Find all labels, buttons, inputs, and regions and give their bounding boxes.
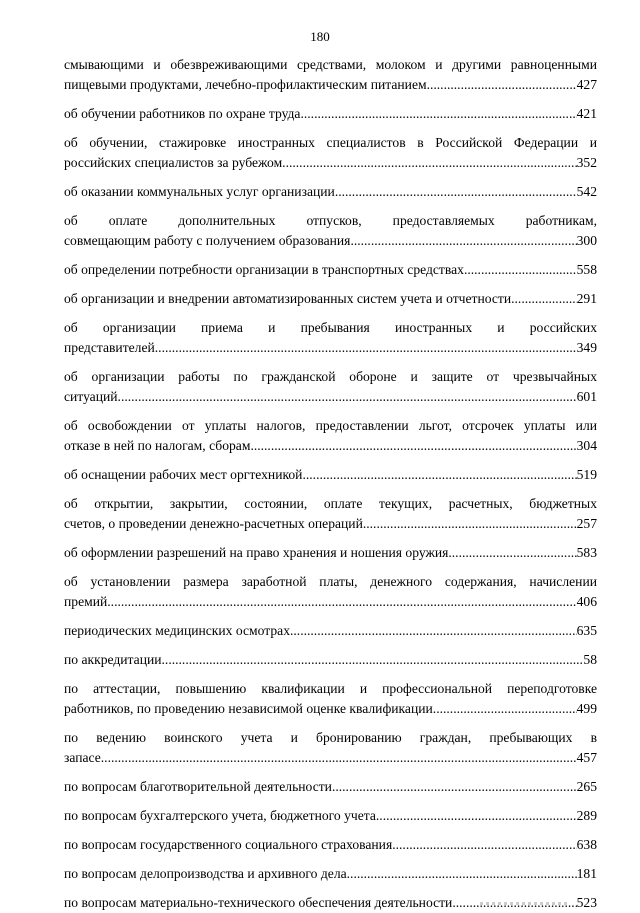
entry-text-line: запасе [64, 750, 101, 765]
index-entry [64, 104, 597, 124]
entry-final-line [64, 465, 597, 485]
dot-leader [350, 231, 576, 251]
index-entries-list [64, 55, 597, 913]
index-entry [64, 211, 597, 251]
entry-page-number: 291 [576, 291, 597, 306]
entry-page-number: 406 [576, 594, 597, 609]
entry-final-line [64, 650, 597, 670]
entry-final-line [64, 835, 597, 855]
index-entry [64, 260, 597, 280]
entry-final-line [64, 289, 597, 309]
dot-leader [427, 75, 577, 95]
dot-leader [250, 436, 576, 456]
entry-final-line [64, 436, 597, 456]
entry-text-line: об организации приема и пребывания иностранных и российских [64, 320, 597, 335]
entry-page-number: 304 [576, 438, 597, 453]
dot-leader [155, 338, 577, 358]
entry-page-number: 519 [576, 467, 597, 482]
entry-final-line [64, 699, 597, 719]
index-entry [64, 650, 597, 670]
index-entry [64, 777, 597, 797]
entry-text-line: ситуаций [64, 389, 118, 404]
entry-text-line: по вопросам государственного социального страхования [64, 837, 393, 852]
index-entry [64, 494, 597, 534]
entry-text-line: об оформлении разрешений на право хранения и ношения оружия [64, 545, 449, 560]
entry-text-line: по вопросам бухгалтерского учета, бюджетного учета [64, 808, 376, 823]
entry-page-number: 601 [576, 389, 597, 404]
entry-page-number: 257 [576, 516, 597, 531]
entry-text-line: об определении потребности организации в транспортных средствах [64, 262, 464, 277]
entry-text-line: по вопросам материально-технического обеспечения деятельности [64, 895, 453, 910]
entry-page-number: 583 [576, 545, 597, 560]
index-entry [64, 835, 597, 855]
index-entry [64, 806, 597, 826]
entry-final-line [64, 592, 597, 612]
entry-page-number: 427 [576, 77, 597, 92]
entry-final-line [64, 153, 597, 173]
index-entry [64, 864, 597, 884]
entry-page-number: 349 [576, 340, 597, 355]
entry-page-number: 352 [576, 155, 597, 170]
entry-final-line [64, 387, 597, 407]
dot-leader [347, 864, 577, 884]
index-entry [64, 367, 597, 407]
entry-text-line: по вопросам благотворительной деятельности [64, 779, 332, 794]
entry-text-line: совмещающим работу с получением образования [64, 233, 351, 248]
index-entry [64, 543, 597, 563]
entry-text-line: периодических медицинских осмотрах [64, 623, 290, 638]
entry-final-line [64, 748, 597, 768]
entry-page-number: 499 [576, 701, 597, 716]
dot-leader [433, 699, 577, 719]
entry-final-line [64, 75, 597, 95]
dot-leader [162, 650, 584, 670]
entry-page-number: 523 [576, 895, 597, 910]
entry-page-number: 265 [576, 779, 597, 794]
index-entry [64, 318, 597, 358]
entry-final-line [64, 864, 597, 884]
dot-leader [332, 777, 577, 797]
entry-text-line: по ведению воинского учета и бронированию граждан, пребывающих в [64, 730, 597, 745]
entry-text-line: счетов, о проведении денежно-расчетных операций [64, 516, 363, 531]
dot-leader [511, 289, 576, 309]
dot-leader [107, 592, 576, 612]
dot-leader [363, 514, 577, 534]
entry-page-number: 457 [576, 750, 597, 765]
entry-text-line: по аттестации, повышению квалификации и профессиональной переподготовке [64, 681, 597, 696]
dot-leader [101, 748, 577, 768]
dot-leader [335, 182, 577, 202]
index-entry [64, 133, 597, 173]
dot-leader [300, 104, 576, 124]
index-entry [64, 55, 597, 95]
entry-text-line: премий [64, 594, 108, 609]
entry-final-line [64, 338, 597, 358]
index-entry [64, 465, 597, 485]
entry-text-line: отказе в ней по налогам, сборам [64, 438, 251, 453]
entry-final-line [64, 621, 597, 641]
entry-text-line: об оказании коммунальных услуг организации [64, 184, 335, 199]
entry-text-line: по вопросам делопроизводства и архивного дела [64, 866, 347, 881]
dot-leader [282, 153, 576, 173]
entry-final-line [64, 806, 597, 826]
entry-text-line: работников, по проведению независимой оценке квалификации [64, 701, 433, 716]
dot-leader [448, 543, 576, 563]
dot-leader [392, 835, 576, 855]
entry-page-number: 300 [576, 233, 597, 248]
entry-text-line: пищевыми продуктами, лечебно-профилактическим питанием [64, 77, 427, 92]
entry-final-line [64, 104, 597, 124]
entry-text-line: об оплате дополнительных отпусков, предоставляемых работникам, [64, 213, 597, 228]
entry-page-number: 558 [576, 262, 597, 277]
index-entry [64, 289, 597, 309]
entry-page-number: 181 [576, 866, 597, 881]
entry-page-number: 289 [576, 808, 597, 823]
index-entry [64, 679, 597, 719]
entry-page-number: 542 [576, 184, 597, 199]
entry-text-line: об обучении, стажировке иностранных специалистов в Российской Федерации и [64, 135, 597, 150]
dot-leader [464, 260, 577, 280]
index-entry [64, 416, 597, 456]
dot-leader [302, 465, 576, 485]
entry-page-number: 421 [576, 106, 597, 121]
page-number: 180 [310, 29, 330, 44]
entry-final-line [64, 231, 597, 251]
entry-final-line [64, 543, 597, 563]
entry-page-number: 635 [576, 623, 597, 638]
entry-text-line: об обучении работников по охране труда [64, 106, 301, 121]
index-entry [64, 182, 597, 202]
index-entry [64, 572, 597, 612]
index-entry [64, 621, 597, 641]
entry-text-line: об установлении размера заработной платы, денежного содержания, начислении [64, 574, 597, 589]
dot-leader [376, 806, 577, 826]
entry-text-line: по аккредитации [64, 652, 162, 667]
entry-text-line: российских специалистов за рубежом [64, 155, 283, 170]
entry-text-line: представителей [64, 340, 155, 355]
entry-page-number: 58 [583, 652, 597, 667]
entry-final-line [64, 182, 597, 202]
entry-text-line: об освобождении от уплаты налогов, предоставлении льгот, отсрочек уплаты или [64, 418, 597, 433]
dot-leader [118, 387, 577, 407]
entry-text-line: об организации и внедрении автоматизированных систем учета и отчетности [64, 291, 512, 306]
entry-text-line: об оснащении рабочих мест оргтехникой [64, 467, 303, 482]
entry-final-line [64, 777, 597, 797]
index-entry [64, 728, 597, 768]
dot-leader [290, 621, 577, 641]
entry-final-line [64, 260, 597, 280]
entry-text-line: смывающими и обезвреживающими средствами, молоком и другими равноценными [64, 57, 597, 72]
entry-text-line: об открытии, закрытии, состоянии, оплате текущих, расчетных, бюджетных [64, 496, 597, 511]
entry-page-number: 638 [576, 837, 597, 852]
entry-text-line: об организации работы по гражданской обороне и защите от чрезвычайных [64, 369, 597, 384]
entry-final-line [64, 514, 597, 534]
